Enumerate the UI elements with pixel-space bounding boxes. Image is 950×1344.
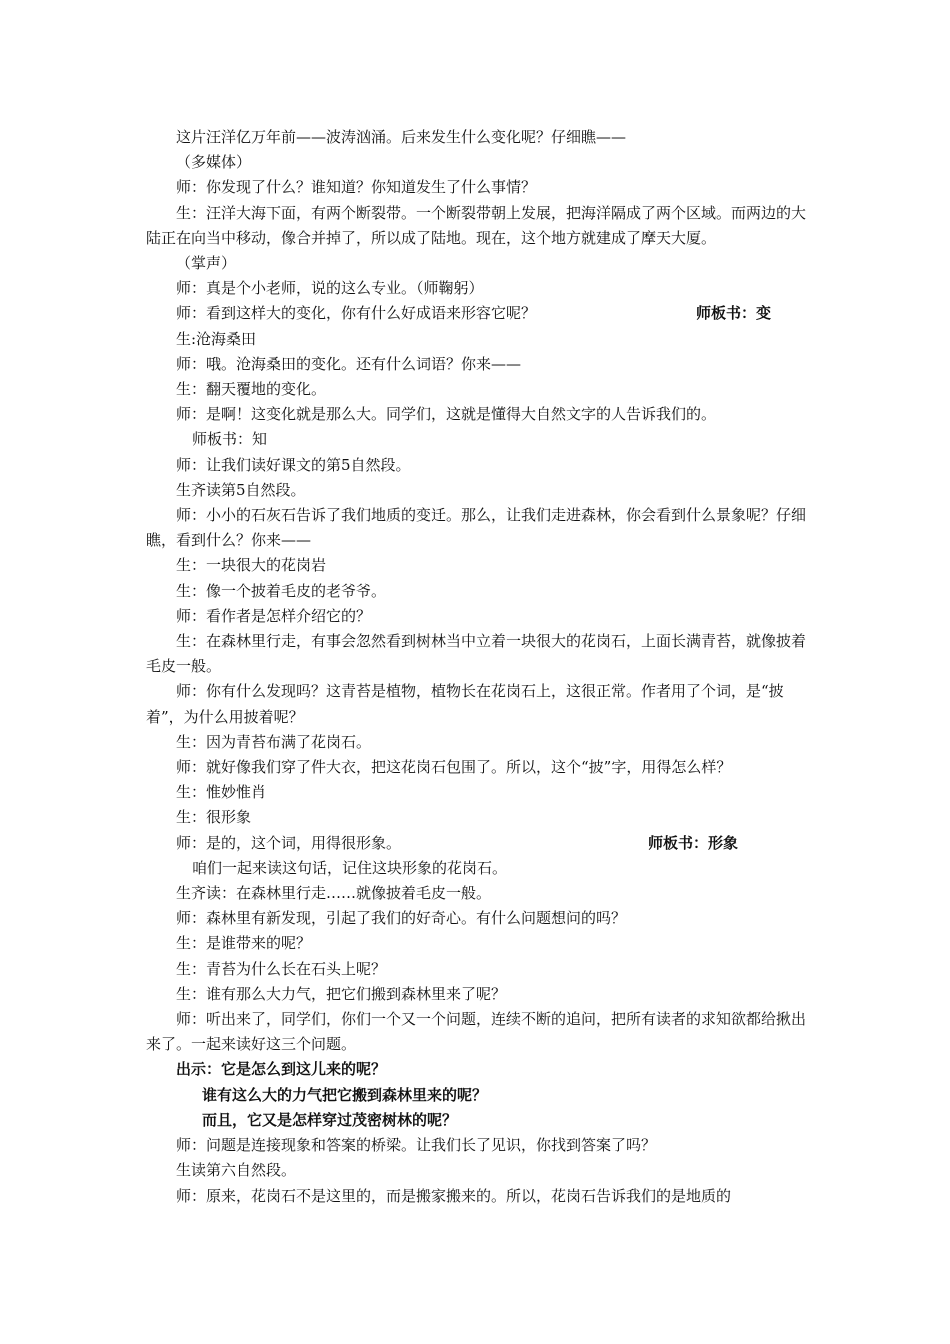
paragraph: 师：看作者是怎样介绍它的？ <box>176 606 372 625</box>
paragraph: 生：在森林里行走，有事会忽然看到树林当中立着一块很大的花岗石，上面长满青苔，就像披着毛皮一般。 <box>146 632 807 676</box>
paragraph: 生齐读：在森林里行走……就像披着毛皮一般。 <box>176 884 492 903</box>
paragraph: 生：青苔为什么长在石头上呢？ <box>176 959 387 978</box>
paragraph: 生:沧海桑田 <box>176 329 257 348</box>
paragraph: （多媒体） <box>176 153 252 172</box>
paragraph: 生：很形象 <box>176 808 252 827</box>
board-note: 师板书：形象 <box>648 833 739 852</box>
paragraph-with-board-note <box>146 301 816 326</box>
paragraph: 生齐读第5自然段。 <box>176 480 306 499</box>
paragraph: 师：是啊！这变化就是那么大。同学们，这就是懂得大自然文字的人告诉我们的。 <box>176 405 717 424</box>
paragraph-with-board-note <box>146 831 816 856</box>
paragraph: 师：森林里有新发现，引起了我们的好奇心。有什么问题想问的吗？ <box>176 909 627 928</box>
paragraph: 生：汪洋大海下面，有两个断裂带。一个断裂带朝上发展，把海洋隔成了两个区域。而两边的大陆正在向当中移动，像合并掉了，所以成了陆地。现在，这个地方就建成了摩天大厦。 <box>146 203 807 247</box>
paragraph: 师：听出来了，同学们，你们一个又一个问题，连续不断的追问，把所有读者的求知欲都给揪出来了。一起来读好这三个问题。 <box>146 1010 807 1054</box>
paragraph: 这片汪洋亿万年前——波涛汹涌。后来发生什么变化呢？仔细瞧—— <box>176 128 627 146</box>
display-question: 谁有这么大的力气把它搬到森林里来的呢？ <box>202 1085 488 1104</box>
paragraph: 生读第六自然段。 <box>176 1161 297 1180</box>
document-body <box>146 125 816 1209</box>
paragraph: 师：原来，花岗石不是这里的，而是搬家搬来的。所以，花岗石告诉我们的是地质的 <box>176 1186 732 1205</box>
display-question: 而且，它又是怎样穿过茂密树林的呢？ <box>202 1110 458 1129</box>
paragraph-text: 师：看到这样大的变化，你有什么好成语来形容它呢？ <box>176 304 537 323</box>
paragraph: 生：谁有那么大力气，把它们搬到森林里来了呢？ <box>176 984 507 1003</box>
paragraph: 生：惟妙惟肖 <box>176 783 267 802</box>
display-question: 出示：它是怎么到这儿来的呢？ <box>176 1060 387 1079</box>
paragraph: 生：因为青苔布满了花岗石。 <box>176 732 372 751</box>
paragraph: （掌声） <box>176 254 237 273</box>
paragraph: 师：哦。沧海桑田的变化。还有什么词语？你来—— <box>176 354 522 373</box>
paragraph: 师：小小的石灰石告诉了我们地质的变迁。那么，让我们走进森林，你会看到什么景象呢？仔细瞧，看到什么？你来—— <box>146 506 807 550</box>
paragraph: 师：真是个小老师，说的这么专业。（师鞠躬） <box>176 279 484 298</box>
paragraph: 生：是谁带来的呢？ <box>176 934 312 953</box>
paragraph: 师：你有什么发现吗？这青苔是植物，植物长在花岗石上，这很正常。作者用了个词，是“披着”，为什么用披着呢？ <box>146 682 784 726</box>
board-note: 师板书：知 <box>192 430 268 449</box>
paragraph: 师：问题是连接现象和答案的桥梁。让我们长了见识，你找到答案了吗？ <box>176 1136 657 1155</box>
paragraph: 师：你发现了什么？谁知道？你知道发生了什么事情？ <box>176 178 537 197</box>
paragraph: 生：翻天覆地的变化。 <box>176 380 327 399</box>
board-note: 师板书：变 <box>696 304 772 323</box>
paragraph: 生：像一个披着毛皮的老爷爷。 <box>176 581 387 600</box>
paragraph: 师：让我们读好课文的第5自然段。 <box>176 455 411 474</box>
paragraph: 生：一块很大的花岗岩 <box>176 556 327 575</box>
paragraph: 师：就好像我们穿了件大衣，把这花岗石包围了。所以，这个“披”字，用得怎么样？ <box>176 758 732 777</box>
paragraph-text: 师：是的，这个词，用得很形象。 <box>176 833 402 852</box>
paragraph: 咱们一起来读这句话，记住这块形象的花岗石。 <box>192 858 508 877</box>
